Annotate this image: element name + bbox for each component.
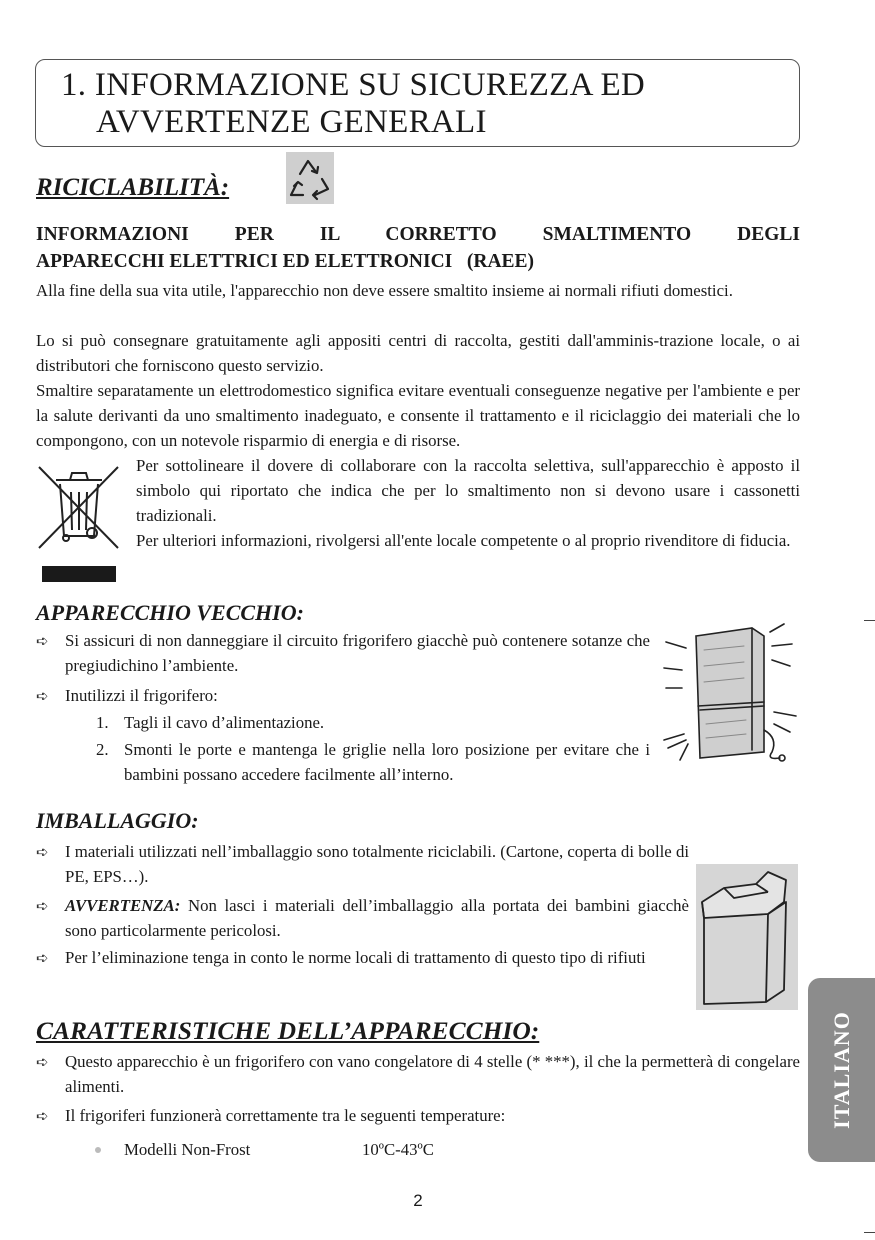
recycle-paragraph-5: Per ulteriori informazioni, rivolgersi all'ente locale competente o al proprio rivenditore di fiducia. bbox=[136, 531, 791, 550]
old-appliance-item-1: Si assicuri di non danneggiare il circuito frigorifero giacchè può contenere sotanze che pregiudichino l’ambiente. bbox=[65, 631, 650, 675]
margin-mark bbox=[864, 620, 875, 621]
model-label: Modelli Non-Frost bbox=[124, 1140, 251, 1159]
language-side-tab-label: ITALIANO bbox=[829, 1011, 854, 1129]
arrow-bullet-icon: ➪ bbox=[36, 1109, 49, 1125]
recycle-paragraph-2: Lo si può consegnare gratuitamente agli appositi centri di raccolta, gestiti dall'amminis-trazione locale, o ai distributori che forniscono questo servizio. bbox=[36, 331, 800, 375]
recycle-paragraph-3: Smaltire separatamente un elettrodomestico significa evitare eventuali conseguenze negative per l'ambiente e per la salute derivanti da uno smaltimento inadeguato, e consente il trattamento e il riciclaggio dei materiali che lo compongono, con un notevole risparmio di energia e di risorse. bbox=[36, 381, 800, 450]
page-number: 2 bbox=[413, 1191, 423, 1210]
arrow-bullet-icon: ➪ bbox=[36, 634, 49, 650]
packaging-item-1: I materiali utilizzati nell’imballaggio sono totalmente riciclabili. (Cartone, coperta di bolle di PE, EPS…). bbox=[65, 842, 689, 886]
raee-subheading-line2: APPARECCHI ELETTRICI ED ELETTRONICI (RAEE) bbox=[36, 251, 535, 272]
old-appliance-sub-2-number: 2. bbox=[96, 740, 109, 759]
crossed-bin-icon bbox=[36, 460, 122, 586]
model-temperature-range: 10ºC-43ºC bbox=[362, 1140, 434, 1159]
old-appliance-item-2: Inutilizzi il frigorifero: bbox=[65, 686, 218, 705]
recycle-heading: RICICLABILITÀ: bbox=[36, 174, 230, 201]
arrow-bullet-icon: ➪ bbox=[36, 899, 49, 915]
features-item-2: Il frigoriferi funzionerà correttamente tra le seguenti temperature: bbox=[65, 1106, 506, 1125]
packaging-heading: IMBALLAGGIO: bbox=[36, 808, 199, 833]
packaging-item-3: Per l’eliminazione tenga in conto le norme locali di trattamento di questo tipo di rifiuti bbox=[65, 948, 646, 967]
old-appliance-sub-2: Smonti le porte e mantenga le griglie nella loro posizione per evitare che i bambini possano accedere facilmente all’interno. bbox=[124, 740, 650, 784]
recycle-paragraph-4: Per sottolineare il dovere di collaborare con la raccolta selettiva, sull'apparecchio è apposto il simbolo qui riportato che indica che per lo smaltimento non si devono usare i cassonetti tradizionali. bbox=[136, 456, 800, 525]
page-title-line1: 1. INFORMAZIONE SU SICUREZZA ED bbox=[61, 67, 646, 103]
recycle-icon bbox=[286, 152, 334, 204]
packaging-box-illustration bbox=[694, 862, 800, 1012]
packaging-warning-label: AVVERTENZA: bbox=[65, 896, 181, 915]
old-appliance-sub-1-number: 1. bbox=[96, 713, 109, 732]
packaging-warning-text: Non lasci i materiali dell’imballaggio alla portata dei bambini giacchè sono particolarmente pericolosi. bbox=[65, 896, 689, 940]
features-item-1: Questo apparecchio è un frigorifero con vano congelatore di 4 stelle (* ***), il che la permetterà di congelare alimenti. bbox=[65, 1052, 800, 1096]
arrow-bullet-icon: ➪ bbox=[36, 689, 49, 705]
arrow-bullet-icon: ➪ bbox=[36, 951, 49, 967]
arrow-bullet-icon: ➪ bbox=[36, 845, 49, 861]
recycle-paragraph-1: Alla fine della sua vita utile, l'apparecchio non deve essere smaltito insieme ai normali rifiuti domestici. bbox=[36, 281, 733, 300]
old-appliance-sub-1: Tagli il cavo d’alimentazione. bbox=[124, 713, 325, 732]
language-side-tab bbox=[808, 978, 875, 1162]
raee-subheading-line1: INFORMAZIONI PER IL CORRETTO SMALTIMENTO DEGLI bbox=[36, 224, 800, 245]
packaging-item-2 bbox=[65, 893, 689, 943]
features-heading: CARATTERISTICHE DELL’APPARECCHIO: bbox=[36, 1016, 540, 1045]
old-appliance-heading: APPARECCHIO VECCHIO: bbox=[36, 600, 304, 625]
fridge-illustration bbox=[660, 620, 800, 770]
page-title-line2: AVVERTENZE GENERALI bbox=[96, 104, 487, 140]
margin-mark bbox=[864, 1232, 875, 1233]
arrow-bullet-icon: ➪ bbox=[36, 1055, 49, 1071]
bullet-dot-icon bbox=[95, 1147, 101, 1153]
